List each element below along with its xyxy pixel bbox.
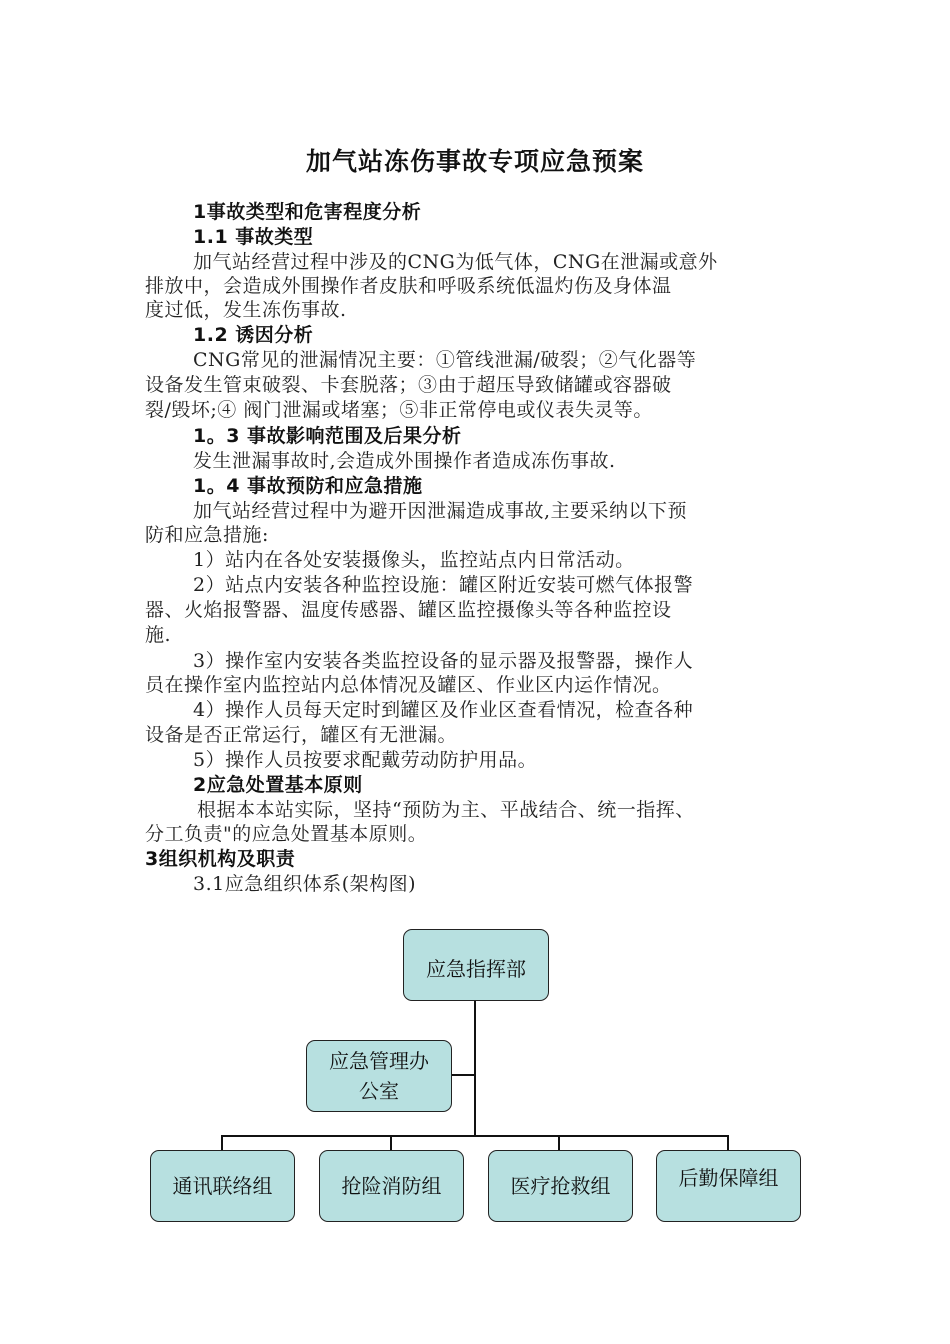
heading-section-1-1: 1.1 事故类型 [193,226,314,248]
list-item: 1）站内在各处安装摄像头，监控站点内日常活动。 [193,549,635,571]
document-title: 加气站冻伤事故专项应急预案 [305,147,644,176]
list-item: 5）操作人员按要求配戴劳动防护用品。 [193,749,538,771]
org-connector-office [451,1074,475,1076]
paragraph-line: 设备是否正常运行，罐区有无泄漏。 [145,724,458,746]
org-node-command-center: 应急指挥部 [403,929,549,1001]
list-item: 4）操作人员每天定时到罐区及作业区查看情况，检查各种 [193,699,694,721]
paragraph-line: 加气站经营过程中为避开因泄漏造成事故,主要采纳以下预 [193,500,688,522]
heading-section-1: 1事故类型和危害程度分析 [193,201,422,223]
paragraph-line: 度过低，发生冻伤事故. [145,299,347,321]
paragraph-line: 裂/毁坏;④ 阀门泄漏或堵塞；⑤非正常停电或仪表失灵等。 [145,399,653,421]
heading-section-1-4: 1。4 事故预防和应急措施 [193,475,423,497]
heading-section-2: 2应急处置基本原则 [193,774,363,796]
paragraph-line: 排放中，会造成外围操作者皮肤和呼吸系统低温灼伤及身体温 [145,275,672,297]
paragraph-line: 加气站经营过程中涉及的CNG为低气体，CNG在泄漏或意外 [193,251,718,273]
org-node-medical-group: 医疗抢救组 [488,1150,633,1222]
list-item: 3）操作室内安装各类监控设备的显示器及报警器，操作人 [193,650,694,672]
paragraph-line: 根据本本站实际，坚持“预防为主、平战结合、统一指挥、 [197,799,695,821]
subsection-3-1-label: 3.1应急组织体系(架构图) [193,873,417,895]
org-connector-trunk [474,1001,476,1136]
paragraph-line: 员在操作室内监控站内总体情况及罐区、作业区内运作情况。 [145,674,672,696]
org-connector-branch [558,1135,560,1150]
list-item: 2）站点内安装各种监控设施：罐区附近安装可燃气体报警 [193,574,694,596]
org-node-communication-group: 通讯联络组 [150,1150,295,1222]
heading-section-1-3: 1。3 事故影响范围及后果分析 [193,425,462,447]
org-node-office-line2: 公室 [359,1079,399,1103]
paragraph-line: 设备发生管束破裂、卡套脱落；③由于超压导致储罐或容器破 [145,374,672,396]
paragraph-line: CNG常见的泄漏情况主要：①管线泄漏/破裂；②气化器等 [193,349,697,371]
org-node-logistics-group: 后勤保障组 [656,1150,801,1222]
paragraph-line: 器、火焰报警器、温度传感器、罐区监控摄像头等各种监控设 [145,599,672,621]
paragraph-line: 分工负责"的应急处置基本原则。 [145,823,428,845]
org-connector-branch [727,1135,729,1150]
paragraph-line: 施. [145,624,172,646]
org-connector-branch [390,1135,392,1150]
heading-section-3: 3组织机构及职责 [145,848,296,870]
org-connector-horizontal [221,1135,729,1137]
org-connector-branch [221,1135,223,1150]
paragraph-line: 发生泄漏事故时,会造成外围操作者造成冻伤事故. [193,450,616,472]
heading-section-1-2: 1.2 诱因分析 [193,324,314,346]
org-node-management-office [306,1040,452,1112]
org-node-rescue-fire-group: 抢险消防组 [319,1150,464,1222]
org-node-office-line1: 应急管理办 [329,1049,429,1073]
paragraph-line: 防和应急措施: [145,524,269,546]
